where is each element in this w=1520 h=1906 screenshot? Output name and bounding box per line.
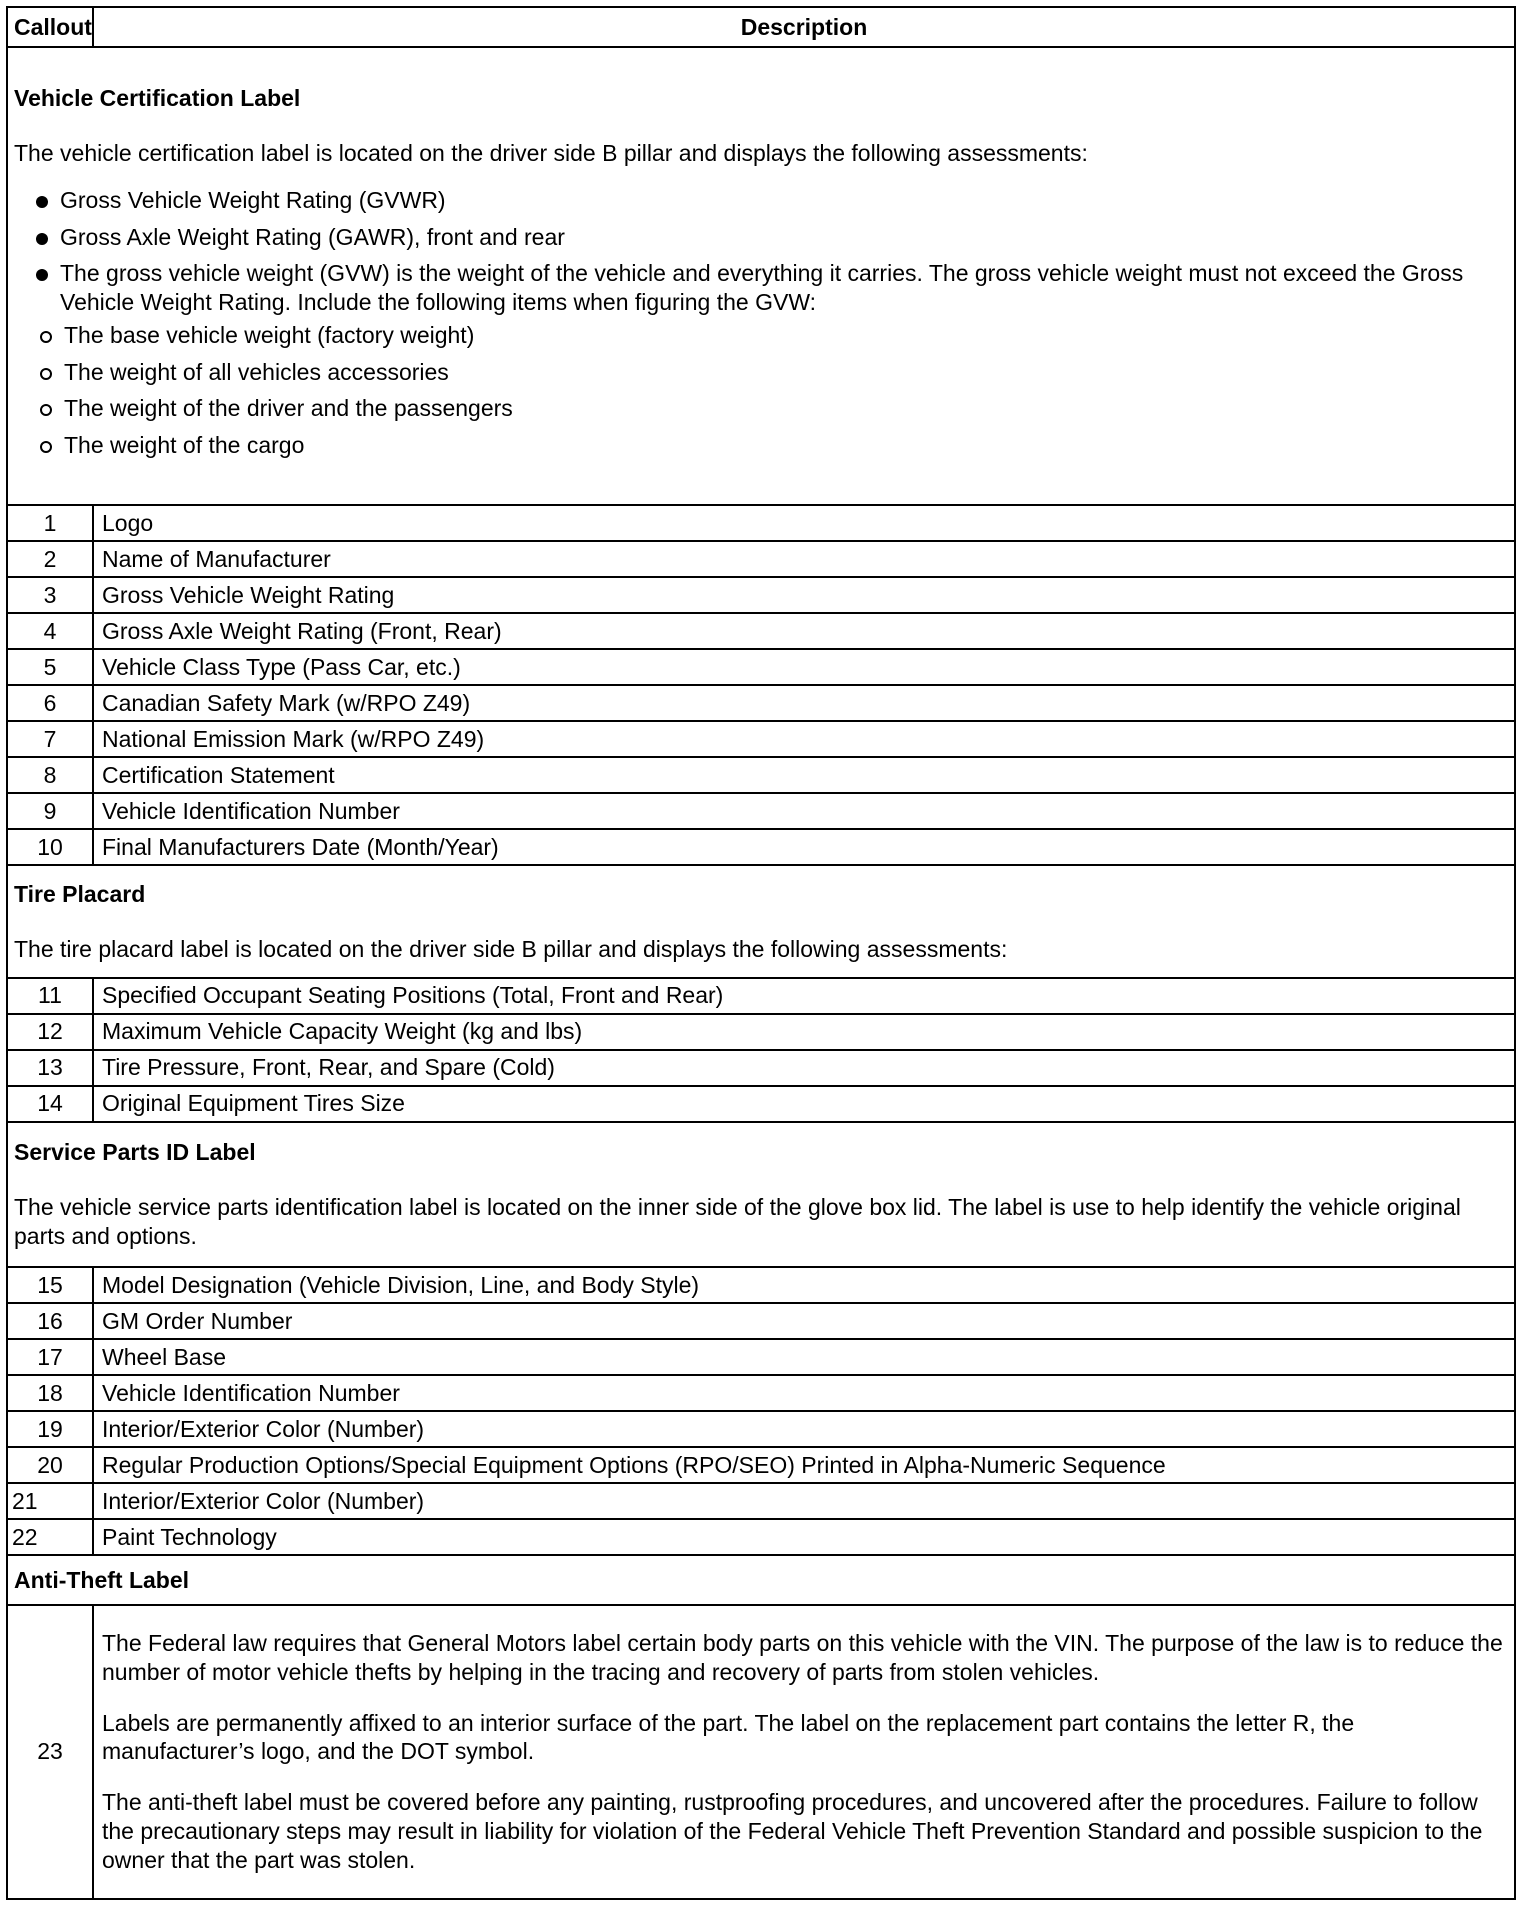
callout-description: Interior/Exterior Color (Number) xyxy=(93,1483,1515,1519)
table-row xyxy=(7,1014,1515,1050)
callout-number: 17 xyxy=(7,1339,93,1375)
callout-number: 20 xyxy=(7,1447,93,1483)
section-row-anti-theft xyxy=(7,1555,1515,1604)
section-row-vehicle-certification xyxy=(7,47,1515,505)
table-row xyxy=(7,793,1515,829)
section-intro: The vehicle certification label is located on the driver side B pillar and displays the following assessments: xyxy=(14,140,1088,167)
table-row xyxy=(7,505,1515,541)
sub-bullet-list xyxy=(60,321,1508,460)
section-cell xyxy=(7,47,1515,505)
callout-description: Wheel Base xyxy=(93,1339,1515,1375)
table-row xyxy=(7,1339,1515,1375)
table-row xyxy=(7,1447,1515,1483)
table-row xyxy=(7,1086,1515,1122)
callout-description: Vehicle Identification Number xyxy=(93,1375,1515,1411)
callout-number: 15 xyxy=(7,1267,93,1303)
section-row-service-parts-id xyxy=(7,1122,1515,1268)
table-row xyxy=(7,721,1515,757)
table-row xyxy=(7,577,1515,613)
bullet-list xyxy=(14,186,1508,460)
callout-description: Original Equipment Tires Size xyxy=(93,1086,1515,1122)
callout-number: 13 xyxy=(7,1050,93,1086)
callout-number: 22 xyxy=(7,1519,93,1555)
paragraph: The anti-theft label must be covered before any painting, rustproofing procedures, and uncovered after the procedures. Failure to follow the precautionary steps may result in liability for violation of the Federal Vehicle Theft Prevention Standard and possible suspicion to the owner that the part was stolen. xyxy=(102,1789,1483,1873)
table-row xyxy=(7,1267,1515,1303)
callout-description: Name of Manufacturer xyxy=(93,541,1515,577)
callout-description: Vehicle Class Type (Pass Car, etc.) xyxy=(93,649,1515,685)
callout-description: Interior/Exterior Color (Number) xyxy=(93,1411,1515,1447)
sub-bullet-item: The base vehicle weight (factory weight) xyxy=(14,321,1462,350)
callout-number: 21 xyxy=(7,1483,93,1519)
callout-number: 7 xyxy=(7,721,93,757)
callout-description: Gross Vehicle Weight Rating xyxy=(93,577,1515,613)
paragraph: Labels are permanently affixed to an interior surface of the part. The label on the replacement part contains the letter R, the manufacturer’s logo, and the DOT symbol. xyxy=(102,1709,1355,1765)
bullet-item: Gross Vehicle Weight Rating (GVWR) xyxy=(14,186,1508,215)
table-row xyxy=(7,829,1515,865)
table-row-anti-theft xyxy=(7,1605,1515,1899)
callout-number: 5 xyxy=(7,649,93,685)
callout-number: 3 xyxy=(7,577,93,613)
callout-description: Tire Pressure, Front, Rear, and Spare (Cold) xyxy=(93,1050,1515,1086)
callout-number: 9 xyxy=(7,793,93,829)
bullet-item-gvw xyxy=(14,259,1508,460)
callout-description: Certification Statement xyxy=(93,757,1515,793)
callout-number: 12 xyxy=(7,1014,93,1050)
callout-number: 19 xyxy=(7,1411,93,1447)
section-cell xyxy=(7,1555,1515,1604)
callout-description: Paint Technology xyxy=(93,1519,1515,1555)
callout-description: Model Designation (Vehicle Division, Line, and Body Style) xyxy=(93,1267,1515,1303)
callout-number: 4 xyxy=(7,613,93,649)
table-row xyxy=(7,757,1515,793)
callout-description: Logo xyxy=(93,505,1515,541)
sub-bullet-item: The weight of all vehicles accessories xyxy=(14,358,1462,387)
callout-description: Regular Production Options/Special Equipment Options (RPO/SEO) Printed in Alpha-Numeric Sequence xyxy=(93,1447,1515,1483)
document-page xyxy=(6,6,1514,1900)
callout-description: National Emission Mark (w/RPO Z49) xyxy=(93,721,1515,757)
table-row xyxy=(7,1050,1515,1086)
callout-number: 1 xyxy=(7,505,93,541)
header-row xyxy=(7,7,1515,47)
callout-description: Canadian Safety Mark (w/RPO Z49) xyxy=(93,685,1515,721)
callout-number: 14 xyxy=(7,1086,93,1122)
table-row xyxy=(7,613,1515,649)
table-row xyxy=(7,541,1515,577)
callout-description: Gross Axle Weight Rating (Front, Rear) xyxy=(93,613,1515,649)
sub-bullet-item: The weight of the driver and the passengers xyxy=(14,394,1462,423)
table-row xyxy=(7,1519,1515,1555)
callout-description: Maximum Vehicle Capacity Weight (kg and lbs) xyxy=(93,1014,1515,1050)
callout-number: 8 xyxy=(7,757,93,793)
callout-number: 10 xyxy=(7,829,93,865)
callout-description: Vehicle Identification Number xyxy=(93,793,1515,829)
table-row xyxy=(7,649,1515,685)
section-row-tire-placard xyxy=(7,865,1515,977)
table-row xyxy=(7,1483,1515,1519)
callout-table xyxy=(6,6,1516,1900)
bullet-item: Gross Axle Weight Rating (GAWR), front and rear xyxy=(14,223,1508,252)
description-column-header: Description xyxy=(93,7,1515,47)
callout-number: 23 xyxy=(7,1605,93,1899)
callout-description: GM Order Number xyxy=(93,1303,1515,1339)
callout-column-header: Callout xyxy=(7,7,93,47)
callout-description: Specified Occupant Seating Positions (Total, Front and Rear) xyxy=(93,978,1515,1014)
callout-number: 16 xyxy=(7,1303,93,1339)
table-row xyxy=(7,1303,1515,1339)
callout-number: 6 xyxy=(7,685,93,721)
section-cell xyxy=(7,865,1515,977)
section-title: Anti-Theft Label xyxy=(14,1566,190,1593)
callout-description: Final Manufacturers Date (Month/Year) xyxy=(93,829,1515,865)
sub-bullet-item: The weight of the cargo xyxy=(14,431,1462,460)
table-row xyxy=(7,1375,1515,1411)
table-row xyxy=(7,978,1515,1014)
section-title: Service Parts ID Label xyxy=(14,1139,256,1166)
callout-number: 11 xyxy=(7,978,93,1014)
bullet-text: The gross vehicle weight (GVW) is the weight of the vehicle and everything it carries. The gross vehicle weight must not exceed the Gross Vehicle Weight Rating. Include the following items when figuring the GVW: xyxy=(60,260,1464,316)
callout-number: 18 xyxy=(7,1375,93,1411)
section-intro: The tire placard label is located on the driver side B pillar and displays the following assessments: xyxy=(14,935,1008,962)
table-row xyxy=(7,1411,1515,1447)
callout-number: 2 xyxy=(7,541,93,577)
section-cell xyxy=(7,1122,1515,1268)
section-title: Vehicle Certification Label xyxy=(14,85,301,112)
section-intro: The vehicle service parts identification label is located on the inner side of the glove box lid. The label is use to help identify the vehicle original parts and options. xyxy=(14,1194,1461,1249)
table-row xyxy=(7,685,1515,721)
paragraph: The Federal law requires that General Motors label certain body parts on this vehicle with the VIN. The purpose of the law is to reduce the number of motor vehicle thefts by helping in the tracing and recovery of parts from stolen vehicles. xyxy=(102,1630,1503,1685)
callout-description xyxy=(93,1605,1515,1899)
section-title: Tire Placard xyxy=(14,880,146,907)
